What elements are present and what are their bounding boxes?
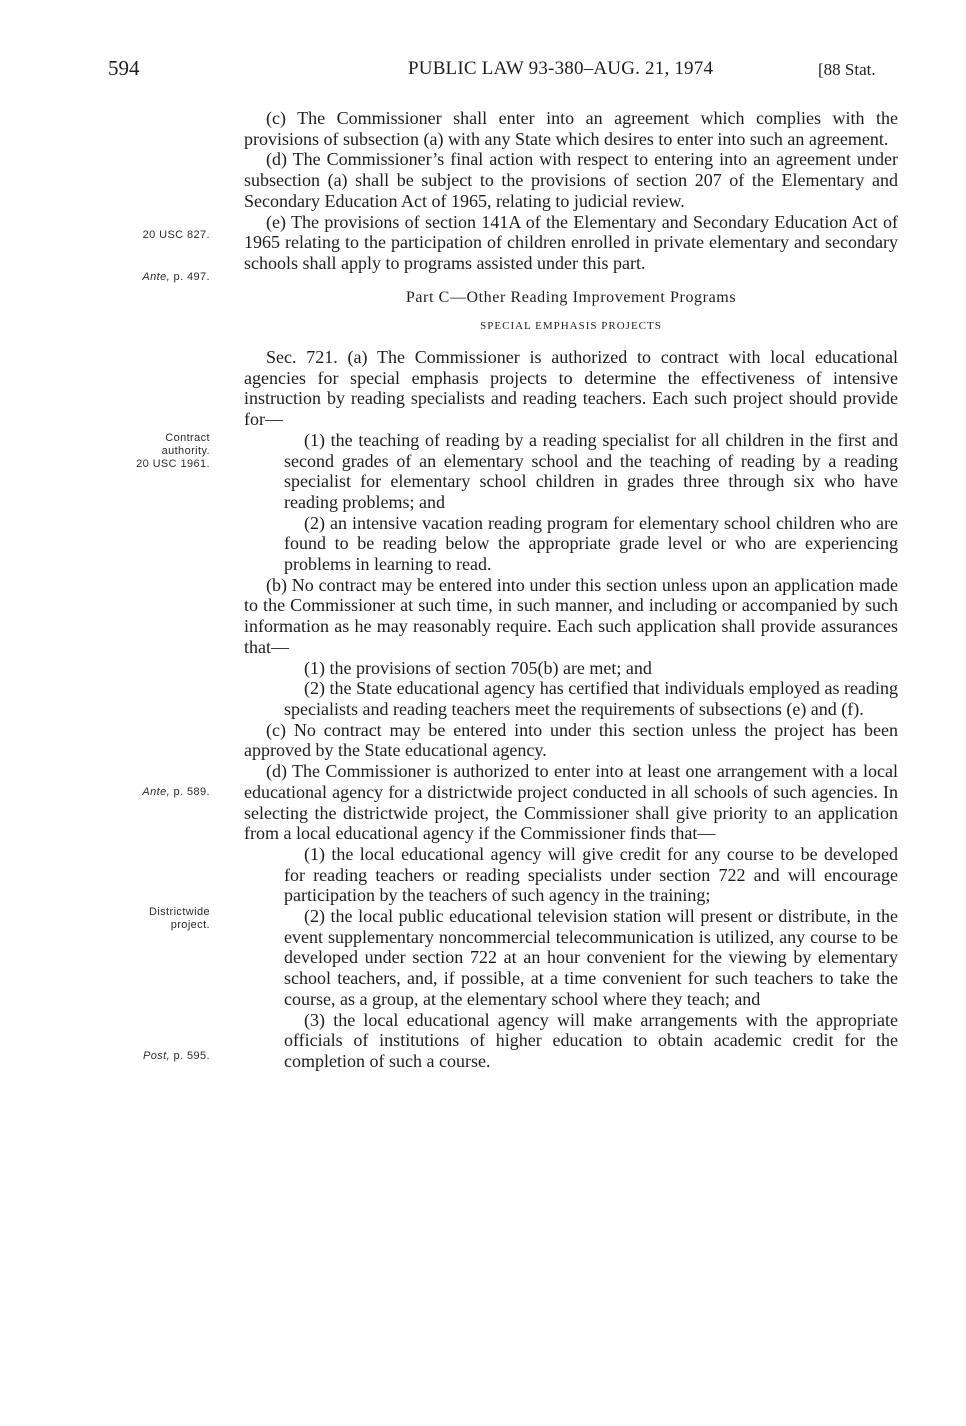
margin-note-ante-589 [82,786,210,799]
page-header [0,56,966,86]
paragraph-e: (e) The provisions of section 141A of the Elementary and Secondary Education Act of 1965 relating to the participation of children enrolled in private elementary and secondary schools shall apply to programs assisted under this part. [244,211,898,273]
clause-d-3: (3) the local educational agency will make arrangements with the appropriate officials of institutions of higher education to obtain academic credit for the completion of such a course. [284,1009,898,1071]
paragraph-c-2: (c) No contract may be entered into under this section unless the project has been approved by the State educational agency. [244,719,898,761]
margin-note-post-595 [82,1050,210,1063]
paragraph-b: (b) No contract may be entered into under this section unless upon an application made to the Commissioner at such time, in such manner, and including or accompanied by such information as he may reasonably require. Each such application shall provide assurances that— [244,574,898,657]
clause-b-2: (2) the State educational agency has certified that individuals employed as reading specialists and reading teachers meet the requirements of subsections (e) and (f). [284,678,898,719]
margin-note-line: Districtwide [148,906,210,918]
margin-note-line: Contract [165,432,210,444]
margin-note-page: p. 595. [170,1050,210,1062]
section-721-a: Sec. 721. (a) The Commissioner is authorized to contract with local educational agencies for special emphasis projects to determine the effectiveness of intensive instruction by reading specialists and reading teachers. Each such project should provide for— [244,347,898,430]
margin-note-ante-497 [82,271,210,284]
page-number: 594 [108,56,140,80]
paragraph-d-2: (d) The Commissioner is authorized to enter into at least one arrangement with a local educational agency for a districtwide project conducted in all schools of such agencies. In selecting the districtwide project, the Commissioner shall give priority to an application from a local educational agency if the Commissioner finds that— [244,761,898,844]
margin-note-page: p. 497. [170,271,210,283]
margin-note-italic: Ante, [142,786,171,798]
margin-note-line: 20 USC 1961. [136,458,210,470]
margin-note-contract-authority [82,432,210,471]
margin-note-districtwide-project [82,906,210,932]
statute-body [244,108,898,1072]
part-heading: Part C—Other Reading Improvement Programs [405,288,737,306]
clause-a-1: (1) the teaching of reading by a reading specialist for all children in the first and second grades of an elementary school and the teaching of reading by a reading specialist for elementary school children in grades three through six who have reading problems; and [284,429,898,512]
margin-note-page: p. 589. [170,786,210,798]
margin-note-line: project. [170,919,210,931]
clause-d-1: (1) the local educational agency will give credit for any course to be developed for reading teachers or reading specialists under section 722 and will encourage participation by the teachers of such agency in the training; [284,843,898,906]
margin-note-20-usc-827 [82,229,210,242]
margin-note-line: authority. [161,445,210,457]
clause-b-1: (1) the provisions of section 705(b) are met; and [304,657,652,678]
margin-note-italic: Ante, [142,271,171,283]
clause-a-2: (2) an intensive vacation reading program for elementary school children who are found to be reading below the appropriate grade level or who are experiencing problems in learning to read. [284,512,898,575]
margin-note-italic: Post, [143,1050,171,1062]
paragraph-c: (c) The Commissioner shall enter into an agreement which complies with the provisions of subsection (a) with any State which desires to enter into such an agreement. [244,108,898,149]
margin-note-text: 20 USC 827. [142,229,210,241]
section-subheading: SPECIAL EMPHASIS PROJECTS [480,320,662,333]
clause-d-2: (2) the local public educational television station will present or distribute, in the event supplementary noncommercial telecommunication is utilized, any course to be developed under section 722 at an hour convenient for the viewing by elementary school teachers, and, if possible, at a time convenient for such teachers to take the course, as a group, at the elementary school where they teach; and [284,906,898,1009]
running-title: PUBLIC LAW 93-380–AUG. 21, 1974 [408,58,714,79]
paragraph-d: (d) The Commissioner’s final action with respect to entering into an agreement under subsection (a) shall be subject to the provisions of section 207 of the Elementary and Secondary Education Act of 1965, relating to judicial review. [244,149,898,211]
statute-reference: [88 Stat. [818,60,876,79]
